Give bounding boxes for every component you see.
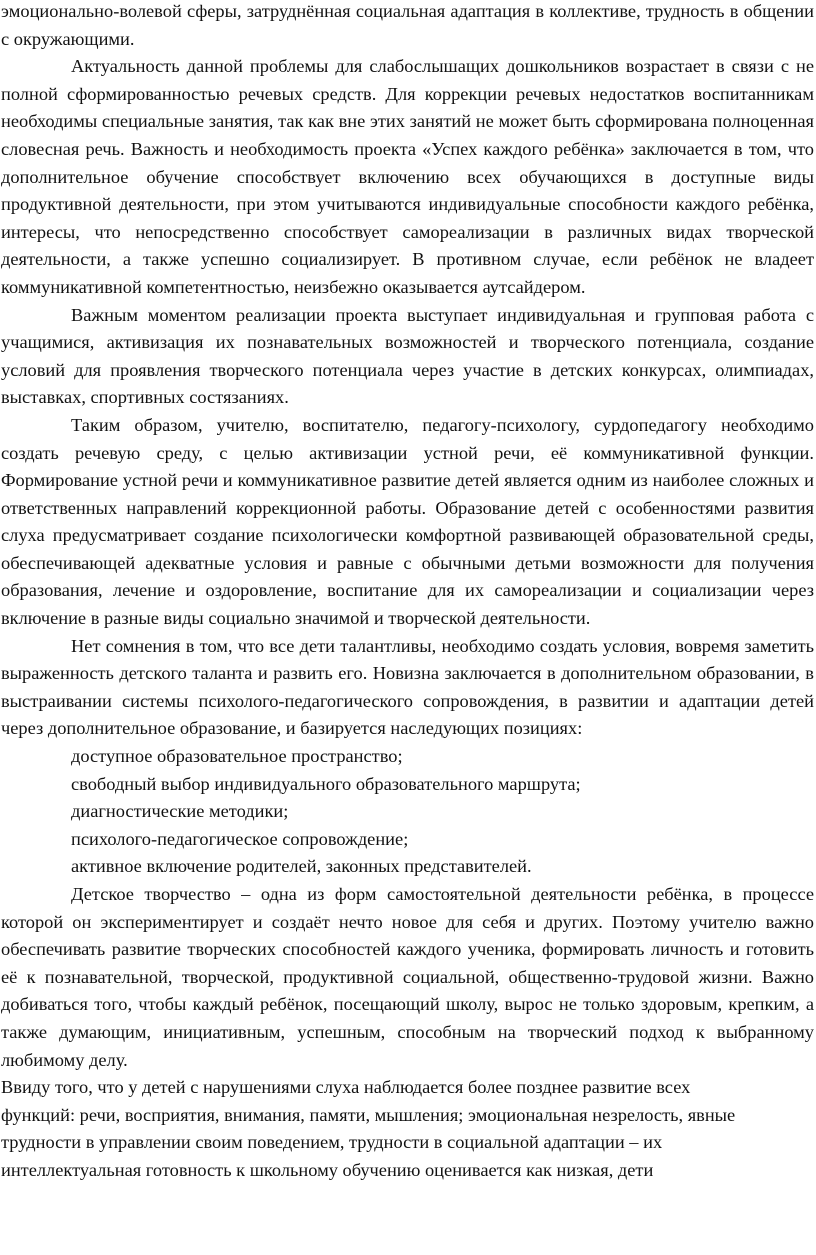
paragraph-creativity: Детское творчество – одна из форм самостоятельной деятельности ребёнка, в процессе которой он экспериментирует и создаёт нечто новое для себя и других. Поэтому учителю важно обеспечивать развитие творческих способностей каждого ученика, формировать личность и готовить её к познавательной, творческой, продуктивной социальной, общественно-трудовой жизни. Важно добиваться того, чтобы каждый ребёнок, посещающий школу, вырос не только здоровым, крепким, а также думающим, инициативным, успешным, способным на творческий подход к выбранному любимому делу. bbox=[1, 884, 814, 1070]
final-line: интеллектуальная готовность к школьному обучению оценивается как низкая, дети bbox=[1, 1159, 654, 1180]
final-line: функций: речи, восприятия, внимания, памяти, мышления; эмоциональная незрелость, явные bbox=[1, 1104, 736, 1125]
final-line: трудности в управлении своим поведением, трудности в социальной адаптации – их bbox=[1, 1132, 663, 1153]
list-item: диагностические методики; bbox=[71, 801, 289, 822]
list-item: доступное образовательное пространство; bbox=[71, 746, 403, 767]
final-line: Ввиду того, что у детей с нарушениями слуха наблюдается более позднее развитие всех bbox=[1, 1077, 691, 1098]
paragraph-project-work: Важным моментом реализации проекта выступает индивидуальная и групповая работа с учащимися, активизация их познавательных возможностей и творческого потенциала, создание условий для проявления творческого потенциала через участие в детских конкурсах, олимпиадах, выставках, спортивных состязаниях. bbox=[1, 304, 814, 408]
list-item: психолого-педагогическое сопровождение; bbox=[71, 828, 409, 849]
paragraph-relevance: Актуальность данной проблемы для слабослышащих дошкольников возрастает в связи с не полной сформированностью речевых средств. Для коррекции речевых недостатков воспитанникам необходимы специальные занятия, так как вне этих занятий не может быть сформирована полноценная словесная речь. Важность и необходимость проекта «Успех каждого ребёнка» заключается в том, что дополнительное обучение способствует включению всех обучающихся в доступные виды продуктивной деятельности, при этом учитываются индивидуальные способности каждого ребёнка, интересы, что непосредственно способствует самореализации в различных видах творческой деятельности, а также успешно социализирует. В противном случае, если ребёнок не владеет коммуникативной компетентностью, неизбежно оказывается аутсайдером. bbox=[1, 56, 814, 297]
paragraph-speech-environment: Таким образом, учителю, воспитателю, педагогу-психологу, сурдопедагогу необходимо создать речевую среду, с целью активизации устной речи, её коммуникативной функции. Формирование устной речи и коммуникативное развитие детей является одним из наиболее сложных и ответственных направлений коррекционной работы. Образование детей с особенностями развития слуха предусматривает создание психологически комфортной развивающей образовательной среды, обеспечивающей адекватные условия и равные с обычными детьми возможности для получения образования, лечение и оздоровление, воспитание для их самореализации и социализации через включение в разные виды социально значимой и творческой деятельности. bbox=[1, 414, 814, 629]
list-item: активное включение родителей, законных представителей. bbox=[71, 856, 532, 877]
paragraph-continuation: эмоционально-волевой сферы, затруднённая социальная адаптация в коллективе, трудность в общении с окружающими. bbox=[1, 1, 814, 49]
paragraph-novelty: Нет сомнения в том, что все дети талантливы, необходимо создать условия, вовремя заметить выраженность детского таланта и развить его. Новизна заключается в дополнительном образовании, в выстраивании системы психолого-педагогического сопровождения, в развитии и адаптации детей через дополнительное образование, и базируется наследующих позициях: bbox=[1, 635, 814, 739]
list-item: свободный выбор индивидуального образовательного маршрута; bbox=[71, 773, 581, 794]
